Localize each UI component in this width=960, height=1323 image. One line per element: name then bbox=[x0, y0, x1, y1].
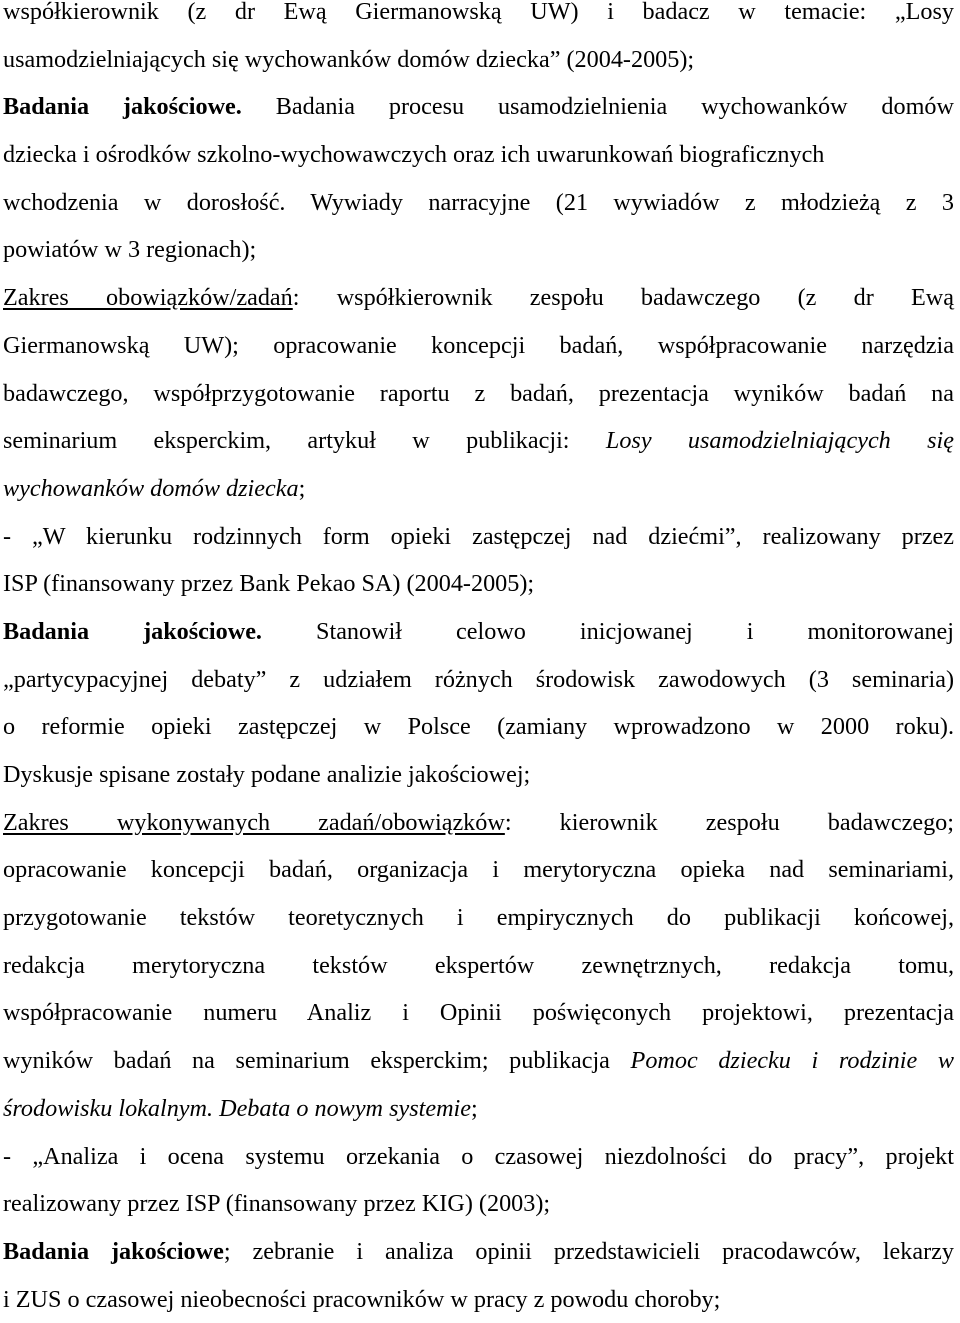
text-line bbox=[3, 274, 954, 322]
text-line bbox=[3, 989, 954, 1037]
text-line bbox=[3, 703, 954, 751]
underlined-text: Zakres wykonywanych zadań/obowiązków bbox=[3, 808, 505, 836]
text-line bbox=[3, 1228, 954, 1276]
text-run: opracowanie koncepcji badań, organizacja i merytoryczna opieka nad seminariami, bbox=[3, 856, 954, 884]
text-line bbox=[3, 226, 954, 274]
text-line bbox=[3, 465, 954, 513]
italic-text: wychowanków domów dziecka bbox=[3, 474, 299, 502]
text-line bbox=[3, 751, 954, 799]
text-run: powiatów w 3 regionach); bbox=[3, 236, 257, 264]
text-run: ; zebranie i analiza opinii przedstawicieli pracodawców, lekarzy bbox=[223, 1237, 954, 1265]
text-line bbox=[3, 894, 954, 942]
text-line bbox=[3, 1180, 954, 1228]
text-run: wyników badań na seminarium eksperckim; publikacja bbox=[3, 1047, 631, 1075]
text-run: współpracowanie numeru Analiz i Opinii poświęconych projektowi, prezentacja bbox=[3, 999, 954, 1027]
text-line bbox=[3, 799, 954, 847]
text-line bbox=[3, 370, 954, 418]
text-line bbox=[3, 36, 954, 84]
text-line bbox=[3, 1085, 954, 1133]
text-run: Stanowił celowo inicjowanej i monitorowanej bbox=[261, 617, 954, 645]
text-run: Badania procesu usamodzielnienia wychowanków domów bbox=[241, 93, 954, 121]
text-line bbox=[3, 1037, 954, 1085]
text-run: : współkierownik zespołu badawczego (z dr Ewą bbox=[292, 284, 954, 312]
text-run: - „Analiza i ocena systemu orzekania o czasowej niezdolności do pracy”, projekt bbox=[3, 1142, 954, 1170]
text-line bbox=[3, 83, 954, 131]
text-run: : kierownik zespołu badawczego; bbox=[504, 808, 954, 836]
text-run: usamodzielniających się wychowanków domów dziecka” (2004-2005); bbox=[3, 45, 695, 73]
text-run: Giermanowską UW); opracowanie koncepcji badań, współpracowanie narzędzia bbox=[3, 331, 954, 359]
italic-text: środowisku lokalnym. Debata o nowym systemie bbox=[3, 1094, 472, 1122]
text-run: - „W kierunku rodzinnych form opieki zastępczej nad dziećmi”, realizowany przez bbox=[3, 522, 954, 550]
text-line bbox=[3, 417, 954, 465]
text-line bbox=[3, 942, 954, 990]
text-run: dziecka i ośrodków szkolno-wychowawczych oraz ich uwarunkowań biograficznych bbox=[3, 141, 825, 169]
text-run: Dyskusje spisane zostały podane analizie jakościowej; bbox=[3, 761, 531, 788]
text-run: ISP (finansowany przez Bank Pekao SA) (2004-2005); bbox=[3, 570, 535, 598]
text-line bbox=[3, 0, 954, 36]
text-run: o reformie opieki zastępczej w Polsce (zamiany wprowadzono w 2000 roku). bbox=[3, 713, 954, 741]
text-run: „partycypacyjnej debaty” z udziałem różnych środowisk zawodowych (3 seminaria) bbox=[3, 665, 954, 693]
text-line bbox=[3, 322, 954, 370]
text-run: ; bbox=[471, 1094, 478, 1122]
text-run: współkierownik (z dr Ewą Giermanowską UW) i badacz w temacie: „Losy bbox=[3, 0, 954, 25]
text-run: seminarium eksperckim, artykuł w publikacji: bbox=[3, 427, 606, 455]
text-line bbox=[3, 608, 954, 656]
bold-text: Badania jakościowe. bbox=[3, 93, 242, 121]
text-line bbox=[3, 513, 954, 561]
text-line bbox=[3, 846, 954, 894]
italic-text: Pomoc dziecku i rodzinie w bbox=[630, 1047, 954, 1075]
bold-text: Badania jakościowe bbox=[3, 1237, 224, 1265]
text-line bbox=[3, 1276, 954, 1323]
text-line bbox=[3, 131, 954, 179]
text-line bbox=[3, 1133, 954, 1181]
text-run: badawczego, współprzygotowanie raportu z badań, prezentacja wyników badań na bbox=[3, 379, 954, 407]
text-line bbox=[3, 560, 954, 608]
text-line bbox=[3, 179, 954, 227]
italic-text: Losy usamodzielniających się bbox=[605, 427, 954, 455]
bold-text: Badania jakościowe. bbox=[3, 617, 262, 645]
text-run: i ZUS o czasowej nieobecności pracowników w pracy z powodu choroby; bbox=[3, 1285, 721, 1313]
text-run: przygotowanie tekstów teoretycznych i empirycznych do publikacji końcowej, bbox=[3, 904, 954, 932]
text-run: redakcja merytoryczna tekstów ekspertów zewnętrznych, redakcja tomu, bbox=[3, 951, 954, 979]
text-run: ; bbox=[298, 474, 306, 502]
underlined-text: Zakres obowiązków/zadań bbox=[3, 284, 293, 312]
text-line bbox=[3, 656, 954, 704]
text-run: realizowany przez ISP (finansowany przez KIG) (2003); bbox=[3, 1190, 551, 1218]
text-run: wchodzenia w dorosłość. Wywiady narracyjne (21 wywiadów z młodzieżą z 3 bbox=[3, 188, 954, 216]
